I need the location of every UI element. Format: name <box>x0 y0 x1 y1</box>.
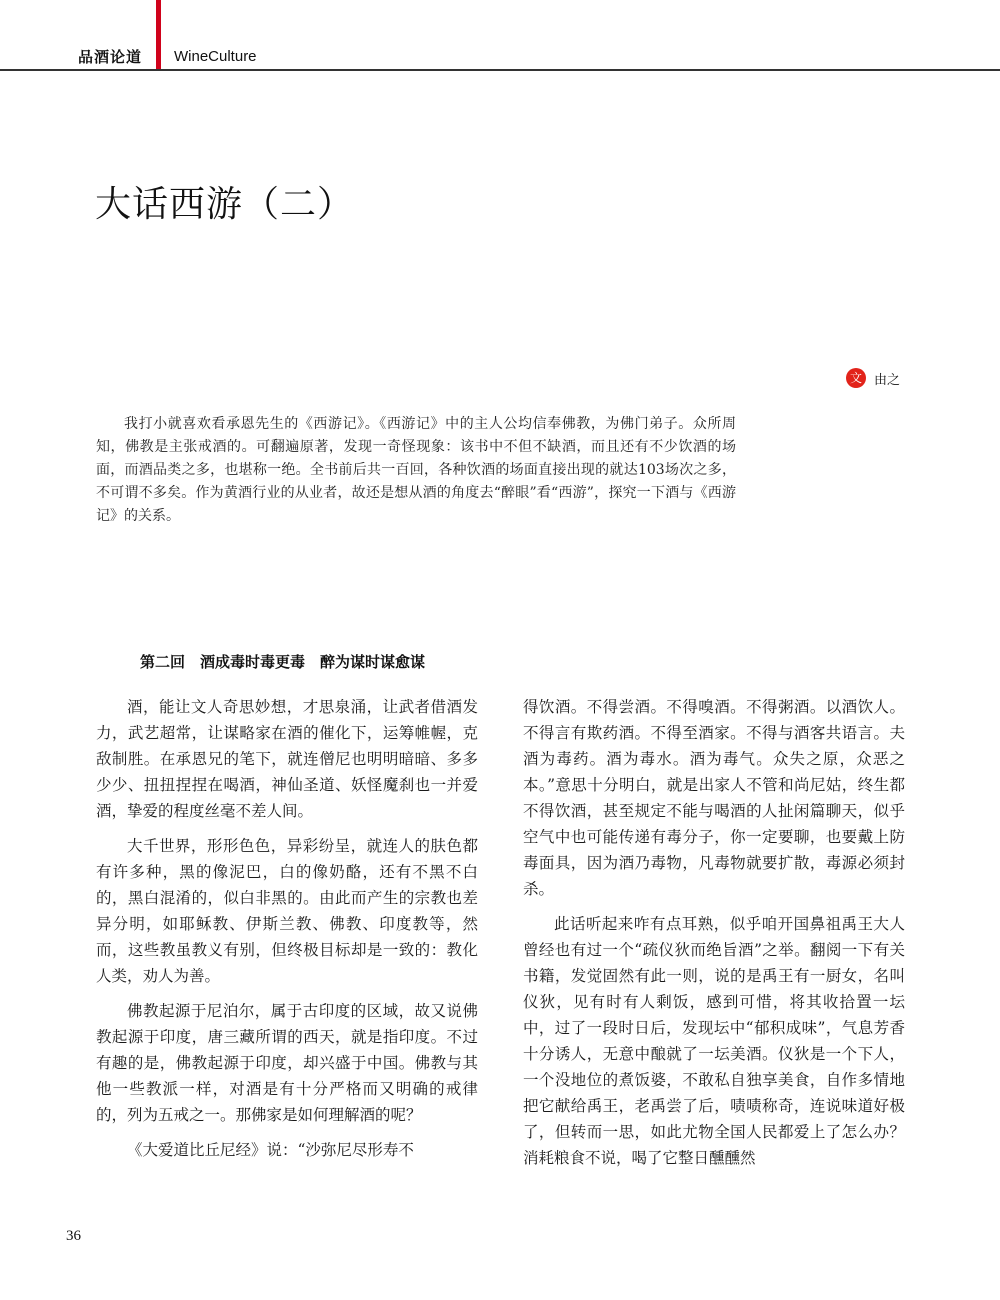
paragraph: 《大爱道比丘尼经》说：“沙弥尼尽形寿不 <box>127 1141 414 1159</box>
author-name: 由之 <box>874 372 901 388</box>
author-byline <box>846 367 900 389</box>
article-intro: 我打小就喜欢看承恩先生的《西游记》。《西游记》中的主人公均信奉佛教，为佛门弟子。众所周知，佛教是主张戒酒的。可翻遍原著，发现一奇怪现象：该书中不但不缺酒，而且还有不少饮酒的场面，而酒品类之多，也堪称一绝。全书前后共一百回，各种饮酒的场面直接出现的就达103场次之多，不可谓不多矣。作为黄酒行业的从业者，故还是想从酒的角度去“醉眼”看“西游”，探究一下酒与《西游记》的关系。 <box>96 416 736 524</box>
paragraph-continued: 得饮酒。不得尝酒。不得嗅酒。不得粥酒。以酒饮人。不得言有欺药酒。不得至酒家。不得与酒客共语言。夫酒为毒药。酒为毒水。酒为毒气。众失之原，众恶之本。”意思十分明白，就是出家人不管和尚尼姑，终生都不得饮酒，甚至规定不能与喝酒的人扯闲篇聊天，似乎空气中也可能传递有毒分子，你一定要聊，也要戴上防毒面具，因为酒乃毒物，凡毒物就要扩散，毒源必须封杀。 <box>523 698 905 898</box>
section-title: 品酒论道 <box>78 48 143 66</box>
paragraph: 酒，能让文人奇思妙想，才思泉涌，让武者借酒发力，武艺超常，让谋略家在酒的催化下，运筹帷幄，克敌制胜。在承恩兄的笔下，就连僧尼也明明暗暗、多多少少、扭扭捏捏在喝酒，神仙圣道、妖怪魔刹也一并爱酒，挚爱的程度丝毫不差人间。 <box>96 698 478 820</box>
left-column <box>96 694 478 1172</box>
page-header <box>0 0 1000 70</box>
chapter-heading: 第二回 酒成毒时毒更毒 醉为谋时谋愈谋 <box>140 653 426 671</box>
article-title: 大话西游（二） <box>95 184 355 225</box>
header-accent-bar <box>156 0 161 70</box>
page-number: 36 <box>66 1228 81 1244</box>
paragraph: 此话听起来咋有点耳熟，似乎咱开国鼻祖禹王大人曾经也有过一个“疏仪狄而绝旨酒”之举。翻阅一下有关书籍，发觉固然有此一则，说的是禹王有一厨女，名叫仪狄，见有时有人剩饭，感到可惜，将其收拾置一坛中，过了一段时日后，发现坛中“郁积成味”，气息芳香十分诱人，无意中酿就了一坛美酒。仪狄是一个下人，一个没地位的煮饭婆，不敢私自独享美食，自作多情地把它献给禹王，老禹尝了后，啧啧称奇，连说味道好极了，但转而一思，如此尤物全国人民都爱上了怎么办？消耗粮食不说，喝了它整日醺醺然 <box>523 915 905 1167</box>
right-column <box>523 694 905 1180</box>
magazine-brand: WineCulture <box>174 48 257 65</box>
header-divider <box>0 69 1000 71</box>
author-badge: 文 <box>846 368 866 388</box>
paragraph: 佛教起源于尼泊尔，属于古印度的区域，故又说佛教起源于印度，唐三藏所谓的西天，就是指印度。不过有趣的是，佛教起源于印度，却兴盛于中国。佛教与其他一些教派一样，对酒是有十分严格而又明确的戒律的，列为五戒之一。那佛家是如何理解酒的呢？ <box>96 1002 478 1124</box>
paragraph: 大千世界，形形色色，异彩纷呈，就连人的肤色都有许多种，黑的像泥巴，白的像奶酪，还有不黑不白的，黑白混淆的，似白非黑的。由此而产生的宗教也差异分明，如耶稣教、伊斯兰教、佛教、印度教等，然而，这些教虽教义有别，但终极目标却是一致的：教化人类，劝人为善。 <box>96 837 478 985</box>
